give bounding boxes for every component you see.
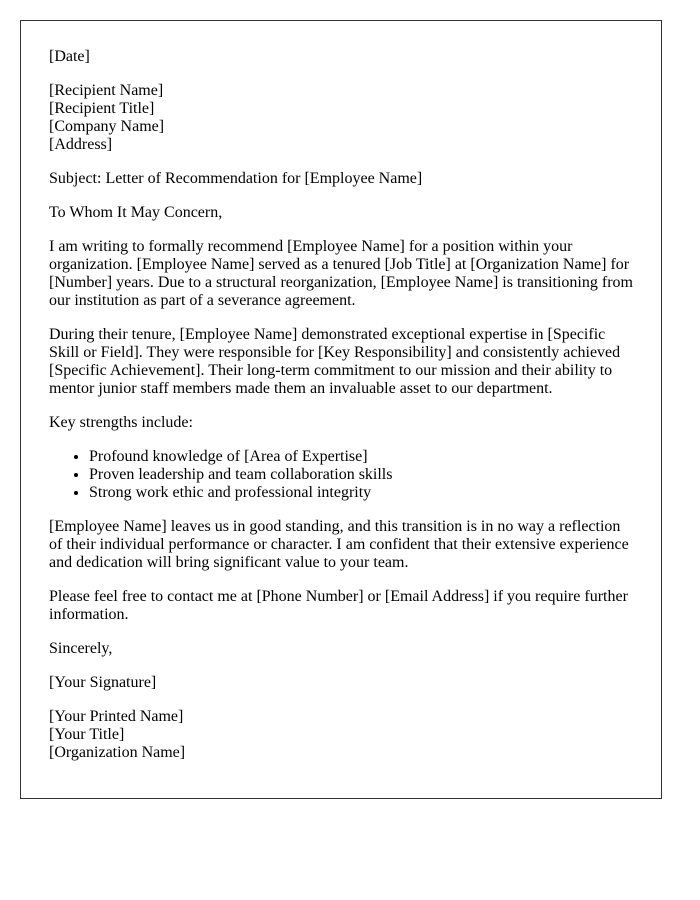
list-item: • Profound knowledge of [Area of Expertise]	[89, 448, 633, 466]
recipient-name: [Recipient Name]	[49, 82, 164, 99]
sender-block	[49, 708, 633, 762]
list-item: • Strong work ethic and professional integrity	[89, 484, 633, 502]
list-item: • Proven leadership and team collaboration skills	[89, 466, 633, 484]
body-paragraph: I am writing to formally recommend [Employee Name] for a position within your organization. [Employee Name] served as a tenured [Job Title] at [Organization Name] for [Number] years. Due to a structural reorganization, [Employee Name] is transitioning from our institution as part of a severance agreement.	[49, 238, 633, 309]
body-paragraph: During their tenure, [Employee Name] demonstrated exceptional expertise in [Specific Skill or Field]. They were responsible for [Key Responsibility] and consistently achieved [Specific Achievement]. Their long-term commitment to our mission and their ability to mentor junior staff members made them an invaluable asset to our department.	[49, 326, 621, 397]
recipient-title: [Recipient Title]	[49, 100, 155, 117]
signoff: Sincerely,	[49, 640, 113, 657]
sender-title: [Your Title]	[49, 726, 125, 743]
subject: Subject: Letter of Recommendation for [Employee Name]	[49, 170, 423, 187]
recipient-address: [Address]	[49, 136, 113, 153]
recipient-block	[49, 82, 633, 154]
strengths-intro: Key strengths include:	[49, 414, 193, 431]
recipient-company: [Company Name]	[49, 118, 165, 135]
sender-organization: [Organization Name]	[49, 744, 186, 761]
closing-paragraph: [Employee Name] leaves us in good standing, and this transition is in no way a reflection of their individual performance or character. I am confident that their extensive experience and dedication will bring significant value to your team.	[49, 518, 629, 571]
letter	[20, 20, 662, 799]
closing-paragraph: Please feel free to contact me at [Phone Number] or [Email Address] if you require further information.	[49, 588, 628, 623]
date: [Date]	[49, 48, 90, 65]
sender-name: [Your Printed Name]	[49, 708, 184, 725]
salutation: To Whom It May Concern,	[49, 204, 223, 221]
signature: [Your Signature]	[49, 674, 157, 691]
strengths-list	[49, 448, 633, 502]
